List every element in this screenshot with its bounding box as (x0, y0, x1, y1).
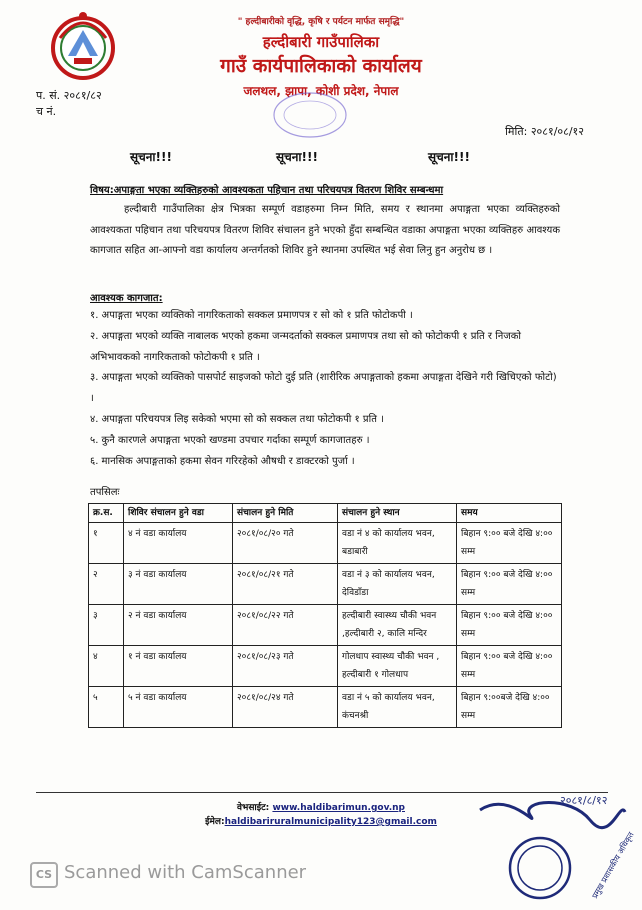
reference-number: प. सं. २०८१/८२ (36, 89, 102, 102)
cell-ward: ४ नं वडा कार्यालय (124, 523, 233, 564)
cell-ward: १ नं वडा कार्यालय (124, 646, 233, 687)
cell-date: २०८१/०८/२२ गते (233, 605, 338, 646)
cell-date: २०८१/०८/२० गते (233, 523, 338, 564)
email-link[interactable]: haldibariruralmunicipality123@gmail.com (224, 817, 437, 827)
cell-venue: हल्दीबारी स्वास्थ्य चौकी भवन ,हल्दीबारी २, कालि मन्दिर (338, 605, 457, 646)
cell-sn: ३ (89, 605, 124, 646)
motto: " हल्दीबारीको वृद्धि, कृषि र पर्यटन मार्फत समृद्धि" (237, 17, 405, 27)
camscanner-logo-icon: CS (30, 862, 58, 888)
cell-ward: २ नं वडा कार्यालय (124, 605, 233, 646)
cell-sn: १ (89, 523, 124, 564)
document-item: ५. कुनै कारणले अपाङ्गता भएको खण्डमा उपचार गर्दाका सम्पूर्ण कागजातहरु । (90, 434, 370, 446)
col-header-venue: संचालन हुने स्थान (338, 504, 457, 523)
cell-venue: वडा नं ५ को कार्यालय भवन, कंचनश्री (338, 687, 457, 728)
notice-heading-center: सूचना!!! (276, 150, 318, 164)
required-documents-heading: आवश्यक कागजात: (90, 293, 163, 304)
office-name-line1: हल्दीबारी गाउँपालिका (262, 33, 380, 51)
document-item: २. अपाङ्गता भएको व्यक्ति नाबालक भएको हकमा जन्मदर्ताको सक्कल प्रमाणपत्र तथा सो को फोटोकपी १ प्रति र निजको अभिभावकको नागरिकताको फोटोकपी १ प्रति । (90, 330, 522, 363)
col-header-sn: क्र.स. (89, 504, 124, 523)
signature-title: प्रमुख प्रशासकीय अधिकृत (590, 830, 636, 901)
table-row (89, 646, 562, 687)
table-row (89, 605, 562, 646)
cell-sn: २ (89, 564, 124, 605)
cell-venue: वडा नं ३ को कार्यालय भवन, देविडाँडा (338, 564, 457, 605)
notice-body (90, 200, 560, 262)
table-row (89, 564, 562, 605)
required-documents-list (90, 306, 560, 472)
col-header-time: समय (457, 504, 562, 523)
notice-heading-right: सूचना!!! (428, 150, 470, 164)
col-header-ward: शिविर संचालन हुने वडा (124, 504, 233, 523)
website-link[interactable]: www.haldibarimun.gov.np (272, 803, 405, 813)
office-address: जलथल, झापा, कोशी प्रदेश, नेपाल (243, 84, 399, 98)
subject-line: विषय:अपाङ्गता भएका व्यक्तिहरुको आवश्यकता पहिचान तथा परिचयपत्र वितरण शिविर सम्बन्धमा (90, 185, 444, 196)
office-stamp-icon (270, 90, 350, 140)
cell-venue: वडा नं ४ को कार्यालय भवन, बडाबारी (338, 523, 457, 564)
document-item: ३. अपाङ्गता भएको व्यक्तिको पासपोर्ट साइजको फोटो दुई प्रति (शारीरिक अपाङ्गताको हकमा अपाङ्गता देखिने गरी खिचिएको फोटो) । (90, 372, 557, 405)
dispatch-number: च नं. (36, 105, 57, 118)
cell-date: २०८१/०८/२४ गते (233, 687, 338, 728)
cell-time: बिहान ९:०० बजे देखि ४:०० सम्म (457, 564, 562, 605)
office-name-line2: गाउँ कार्यपालिकाको कार्यालय (220, 55, 422, 77)
document-item: १. अपाङ्गता भएका व्यक्तिको नागरिकताको सक्कल प्रमाणपत्र र सो को १ प्रति फोटोकपी । (90, 310, 413, 321)
notice-heading-left: सूचना!!! (130, 150, 172, 164)
signature-date: २०८१/८/१२ (560, 794, 608, 807)
table-row (89, 523, 562, 564)
cell-time: बिहान ९:००बजे देखि ४:०० सम्म (457, 687, 562, 728)
cell-ward: ३ नं वडा कार्यालय (124, 564, 233, 605)
website-label: वेभसाईट: (236, 803, 270, 813)
document-item: ६. मानसिक अपाङ्गताको हकमा सेवन गरिरहेको औषधी र डाक्टरको पुर्जा । (90, 455, 355, 467)
cell-ward: ५ नं वडा कार्यालय (124, 687, 233, 728)
cell-sn: ५ (89, 687, 124, 728)
notice-body-text: हल्दीबारी गाउँपालिका क्षेत्र भित्रका सम्पूर्ण वडाहरुमा निम्न मिति, समय र स्थानमा अपाङ्गता भएका व्यक्तिहरुको आवश्यकता पहिचान तथा परिचयपत्र वितरण शिविर संचालन हुने भएको हुँदा सम्बन्धित वडाका अपाङ्गता भएका व्यक्तिहरु आवश्यक कागजात सहित आ-आफ्नो वडा कार्यालय अन्तर्गतको शिविर हुने स्थानमा उपस्थित भई सेवा लिनु हुन अनुरोध छ । (90, 204, 560, 257)
schedule-label: तपसिलः (90, 487, 120, 498)
table-row (89, 687, 562, 728)
camp-schedule-table (88, 503, 562, 728)
cell-sn: ४ (89, 646, 124, 687)
signature-stamp-icon (470, 790, 636, 901)
table-header-row (89, 504, 562, 523)
cell-time: बिहान ९:०० बजे देखि ४:०० सम्म (457, 605, 562, 646)
col-header-date: संचालन हुने मिति (233, 504, 338, 523)
cell-time: बिहान ९:०० बजे देखि ४:०० सम्म (457, 523, 562, 564)
cell-time: बिहान ९:०० बजे देखि ४:०० सम्म (457, 646, 562, 687)
document-item: ४. अपाङ्गता परिचयपत्र लिइ सकेको भएमा सो को सक्कल तथा फोटोकपी १ प्रति । (90, 413, 384, 425)
cell-date: २०८१/०८/२१ गते (233, 564, 338, 605)
email-label: ईमेल: (205, 817, 225, 827)
issue-date: मिति: २०८१/०८/१२ (505, 125, 584, 138)
camscanner-watermark: Scanned with CamScanner (64, 862, 307, 883)
cell-venue: गोलधाप स्वास्थ्य चौकी भवन , हल्दीबारी १ गोलधाप (338, 646, 457, 687)
cell-date: २०८१/०८/२३ गते (233, 646, 338, 687)
